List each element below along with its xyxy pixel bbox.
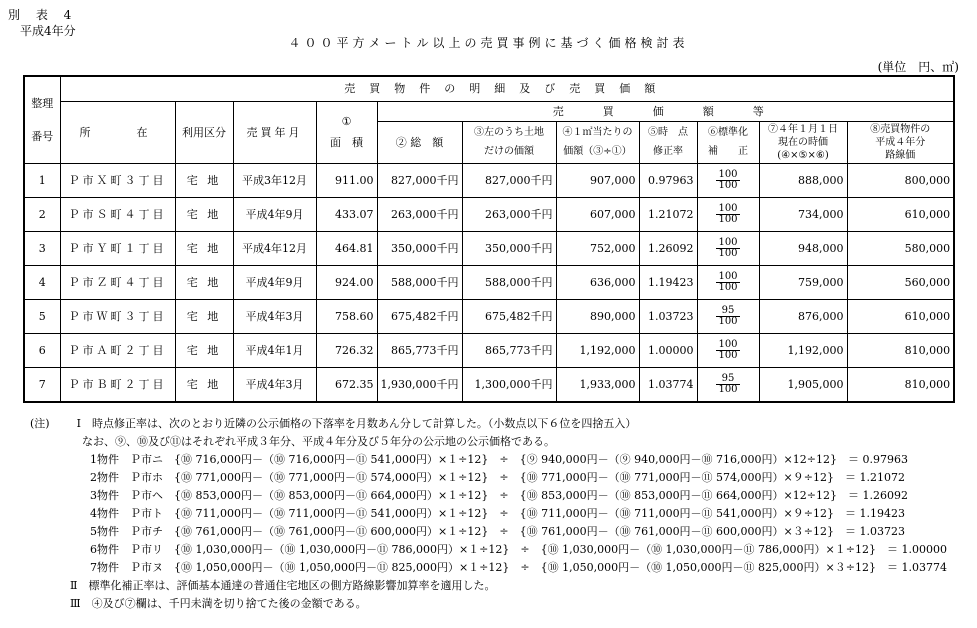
cell-time: 1.19423 xyxy=(639,265,697,299)
std-denominator: 100 xyxy=(718,213,738,225)
cell-land: 263,000千円 xyxy=(462,197,556,231)
cell-use: 宅 地 xyxy=(175,231,233,265)
std-numerator: 100 xyxy=(718,236,738,248)
std-numerator: 100 xyxy=(718,338,738,350)
cell-unit-price: 907,000 xyxy=(556,163,639,197)
table-row xyxy=(24,299,954,333)
cell-use: 宅 地 xyxy=(175,333,233,367)
cell-use: 宅 地 xyxy=(175,367,233,402)
cell-unit-price: 1,192,000 xyxy=(556,333,639,367)
header-id: 整理 番号 xyxy=(24,76,60,163)
cell-use: 宅 地 xyxy=(175,163,233,197)
cell-time: 1.03723 xyxy=(639,299,697,333)
cell-unit-price: 607,000 xyxy=(556,197,639,231)
calc-line: 3物件 Ｐ市ヘ {⑩ 853,000円－（⑩ 853,000円－⑪ 664,000円）×１÷12} ÷ {⑩ 853,000円－（⑩ 853,000円－⑪ 664,000円）×12÷12} ＝ 1.26092 xyxy=(90,489,908,502)
cell-unit-price: 636,000 xyxy=(556,265,639,299)
cell-location: Ｐ市Ｙ町１丁目 xyxy=(60,231,175,265)
cell-land: 865,773千円 xyxy=(462,333,556,367)
std-numerator: 100 xyxy=(718,202,738,214)
cell-total: 1,930,000千円 xyxy=(377,367,462,402)
cell-total: 865,773千円 xyxy=(377,333,462,367)
cell-land: 588,000千円 xyxy=(462,265,556,299)
cell-time: 1.26092 xyxy=(639,231,697,265)
cell-time: 0.97963 xyxy=(639,163,697,197)
cell-total: 263,000千円 xyxy=(377,197,462,231)
cell-date: 平成4年9月 xyxy=(233,197,316,231)
table-row xyxy=(24,163,954,197)
cell-location: Ｐ市Ｗ町３丁目 xyxy=(60,299,175,333)
header-use: 利用区分 xyxy=(175,101,233,163)
note-1b: なお、⑨、⑩及び⑪はそれぞれ平成３年分、平成４年分及び５年分の公示地の公示価格である。 xyxy=(82,435,555,448)
std-numerator: 100 xyxy=(718,168,738,180)
cell-area: 433.07 xyxy=(316,197,377,231)
cell-area: 924.00 xyxy=(316,265,377,299)
cell-std xyxy=(697,231,759,265)
table-row xyxy=(24,333,954,367)
cell-total: 675,482千円 xyxy=(377,299,462,333)
cell-std xyxy=(697,265,759,299)
header-std: ⑥標準化 補 正 xyxy=(697,121,759,163)
cell-route: 580,000 xyxy=(847,231,954,265)
header-location: 所 在 xyxy=(60,101,175,163)
table-row xyxy=(24,231,954,265)
calc-line: 5物件 Ｐ市チ {⑩ 761,000円－（⑩ 761,000円－⑪ 600,000円）×１÷12} ÷ {⑩ 761,000円－（⑩ 761,000円－⑪ 600,000円）×３÷12} ＝ 1.03723 xyxy=(90,525,905,538)
table-row xyxy=(24,197,954,231)
cell-use: 宅 地 xyxy=(175,265,233,299)
note-3: Ⅲ ④及び⑦欄は、千円未満を切り捨てた後の金額である。 xyxy=(70,597,367,610)
note-1: Ⅰ 時点修正率は、次のとおり近隣の公示価格の下落率を月数あん分して計算した。（小数点以下６位を四捨五入） xyxy=(76,417,637,430)
cell-route: 810,000 xyxy=(847,367,954,402)
cell-area: 672.35 xyxy=(316,367,377,402)
cell-location: Ｐ市Ｂ町２丁目 xyxy=(60,367,175,402)
cell-no: 1 xyxy=(24,163,60,197)
cell-area: 726.32 xyxy=(316,333,377,367)
calc-line: 7物件 Ｐ市ヌ {⑩ 1,050,000円－（⑩ 1,050,000円－⑪ 825,000円）×１÷12} ÷ {⑩ 1,050,000円－（⑩ 1,050,000円－⑪ 825,000円）×３÷12} ＝ 1.03774 xyxy=(90,561,947,574)
cell-time: 1.00000 xyxy=(639,333,697,367)
notes xyxy=(30,415,947,613)
header-group-main: 売買物件の明細及び売買価額 xyxy=(60,76,954,101)
cell-location: Ｐ市Ｓ町４丁目 xyxy=(60,197,175,231)
cell-jan: 1,905,000 xyxy=(759,367,847,402)
cell-date: 平成4年12月 xyxy=(233,231,316,265)
cell-use: 宅 地 xyxy=(175,299,233,333)
appendix-label: 別 表 4 xyxy=(8,8,78,22)
header-land: ③左のうち土地 だけの価額 xyxy=(462,121,556,163)
cell-unit-price: 890,000 xyxy=(556,299,639,333)
cell-std xyxy=(697,333,759,367)
cell-date: 平成3年12月 xyxy=(233,163,316,197)
cell-use: 宅 地 xyxy=(175,197,233,231)
cell-date: 平成4年9月 xyxy=(233,265,316,299)
header-date: 売買年月 xyxy=(233,101,316,163)
calc-line: 4物件 Ｐ市ト {⑩ 711,000円－（⑩ 711,000円－⑪ 541,000円）×１÷12} ÷ {⑩ 711,000円－（⑩ 711,000円－⑪ 541,000円）×９÷12} ＝ 1.19423 xyxy=(90,507,905,520)
std-denominator: 100 xyxy=(718,383,738,395)
cell-no: 7 xyxy=(24,367,60,402)
calc-line: 6物件 Ｐ市リ {⑩ 1,030,000円－（⑩ 1,030,000円－⑪ 786,000円）×１÷12} ÷ {⑩ 1,030,000円－（⑩ 1,030,000円－⑪ 786,000円）×１÷12} ＝ 1.00000 xyxy=(90,543,947,556)
header-time: ⑤時 点 修正率 xyxy=(639,121,697,163)
cell-location: Ｐ市Ａ町２丁目 xyxy=(60,333,175,367)
cell-jan: 1,192,000 xyxy=(759,333,847,367)
cell-area: 464.81 xyxy=(316,231,377,265)
std-denominator: 100 xyxy=(718,247,738,259)
cell-std xyxy=(697,299,759,333)
cell-date: 平成4年1月 xyxy=(233,333,316,367)
cell-date: 平成4年3月 xyxy=(233,299,316,333)
std-numerator: 95 xyxy=(716,306,739,317)
header-total: ② 総 額 xyxy=(377,121,462,163)
header-jan: ⑦４年１月１日 現在の時価 (④×⑤×⑥) xyxy=(759,121,847,163)
cell-total: 588,000千円 xyxy=(377,265,462,299)
cell-land: 675,482千円 xyxy=(462,299,556,333)
cell-area: 911.00 xyxy=(316,163,377,197)
cell-no: 4 xyxy=(24,265,60,299)
header-area: ① 面 積 xyxy=(316,101,377,163)
cell-jan: 759,000 xyxy=(759,265,847,299)
cell-jan: 888,000 xyxy=(759,163,847,197)
cell-jan: 876,000 xyxy=(759,299,847,333)
cell-location: Ｐ市Ｘ町３丁目 xyxy=(60,163,175,197)
std-denominator: 100 xyxy=(718,281,738,293)
std-numerator: 100 xyxy=(718,270,738,282)
cell-time: 1.03774 xyxy=(639,367,697,402)
cell-jan: 734,000 xyxy=(759,197,847,231)
unit-label: (単位 円、㎡) xyxy=(877,60,959,74)
table-row xyxy=(24,265,954,299)
notes-mark: (注) xyxy=(30,417,50,430)
year-label: 平成4年分 xyxy=(20,24,76,38)
header-group-price: 売 買 価 額 等 xyxy=(377,101,954,121)
std-denominator: 100 xyxy=(718,315,738,327)
std-numerator: 95 xyxy=(716,374,739,385)
cell-no: 2 xyxy=(24,197,60,231)
cell-location: Ｐ市Ｚ町４丁目 xyxy=(60,265,175,299)
cell-unit-price: 752,000 xyxy=(556,231,639,265)
cell-total: 827,000千円 xyxy=(377,163,462,197)
cell-time: 1.21072 xyxy=(639,197,697,231)
cell-route: 810,000 xyxy=(847,333,954,367)
cell-no: 5 xyxy=(24,299,60,333)
table-row xyxy=(24,367,954,402)
cell-route: 610,000 xyxy=(847,299,954,333)
cell-route: 800,000 xyxy=(847,163,954,197)
cell-unit-price: 1,933,000 xyxy=(556,367,639,402)
cell-std xyxy=(697,367,759,402)
note-2: Ⅱ 標準化補正率は、評価基本通達の普通住宅地区の側方路線影響加算率を適用した。 xyxy=(70,579,496,592)
std-denominator: 100 xyxy=(718,349,738,361)
header-route: ⑧売買物件の 平成４年分 路線価 xyxy=(847,121,954,163)
calc-line: 2物件 Ｐ市ホ {⑩ 771,000円－（⑩ 771,000円－⑪ 574,000円）×１÷12} ÷ {⑩ 771,000円－（⑩ 771,000円－⑪ 574,000円）×９÷12} ＝ 1.21072 xyxy=(90,471,905,484)
cell-std xyxy=(697,197,759,231)
header-unit-price: ④１㎡当たりの 価額（③÷①） xyxy=(556,121,639,163)
price-table xyxy=(23,75,955,403)
std-denominator: 100 xyxy=(718,179,738,191)
cell-land: 1,300,000千円 xyxy=(462,367,556,402)
cell-jan: 948,000 xyxy=(759,231,847,265)
cell-std xyxy=(697,163,759,197)
cell-area: 758.60 xyxy=(316,299,377,333)
cell-route: 610,000 xyxy=(847,197,954,231)
page-title: ４００平方メートル以上の売買事例に基づく価格検討表 xyxy=(288,36,689,50)
cell-land: 350,000千円 xyxy=(462,231,556,265)
cell-date: 平成4年3月 xyxy=(233,367,316,402)
cell-no: 6 xyxy=(24,333,60,367)
cell-land: 827,000千円 xyxy=(462,163,556,197)
cell-total: 350,000千円 xyxy=(377,231,462,265)
cell-route: 560,000 xyxy=(847,265,954,299)
cell-no: 3 xyxy=(24,231,60,265)
calc-line: 1物件 Ｐ市ニ {⑩ 716,000円－（⑩ 716,000円－⑪ 541,000円）×１÷12} ÷ {⑨ 940,000円－（⑨ 940,000円－⑩ 716,000円）×12÷12} ＝ 0.97963 xyxy=(90,453,908,466)
